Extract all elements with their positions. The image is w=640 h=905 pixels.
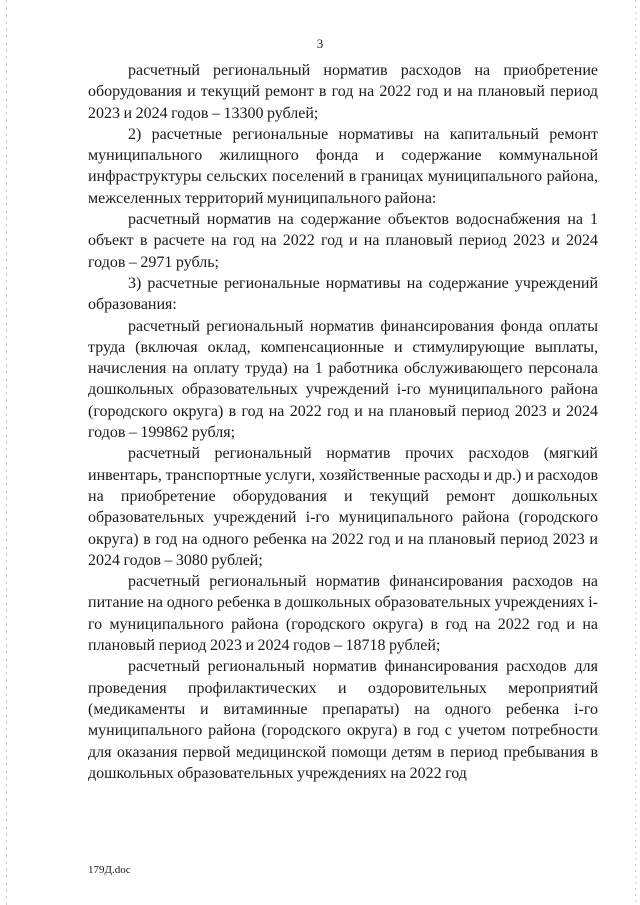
paragraph: расчетный региональный норматив финансирования расходов на питание на одного ребенка в дошкольных образовательных учреждениях i-го муниципального района (городского округа) в год на 2022 год и на плановый период 2023 и 2024 годов – 18718 рублей; bbox=[88, 573, 598, 655]
paragraph: расчетный региональный норматив финансирования фонда оплаты труда (включая оклад, компенсационные и стимулирующие выплаты, начисления на оплату труда) на 1 работника обслуживающего персонала дошкольных образовательных учреждений i-го муниципального района (городского округа) в год на 2022 год и на плановый период 2023 и 2024 годов – 199862 рубля; bbox=[88, 317, 598, 442]
paragraph: расчетный региональный норматив прочих расходов (мягкий инвентарь, транспортные услуги, хозяйственные расходы и др.) и расходов на приобретение оборудования и текущий ремонт дошкольных образовательных учреждений i-го муниципального района (городского округа) в год на одного ребенка на 2022 год и на плановый период 2023 и 2024 годов – 3080 рублей; bbox=[88, 445, 598, 569]
page-number: 3 bbox=[316, 36, 324, 51]
paragraph: расчетный региональный норматив финансирования расходов для проведения профилактических и оздоровительных мероприятий (медикаменты и витаминные препараты) на одного ребенка i-го муниципального района (городского округа) в год с учетом потребности для оказания первой медицинской помощи детям в период пребывания в дошкольных образовательных учреждениях на 2022 год bbox=[88, 658, 598, 782]
document-body bbox=[88, 60, 598, 784]
paragraph: 2) расчетные региональные нормативы на капитальный ремонт муниципального жилищного фонда и содержание коммунальной инфраструктуры сельских поселений в границах муниципального района, межселенных территорий муниципального района: bbox=[88, 125, 598, 207]
paragraph: 3) расчетные региональные нормативы на содержание учреждений образования: bbox=[88, 274, 598, 314]
footer-filename: 179Д.doc bbox=[88, 864, 131, 876]
scan-edge-left bbox=[6, 0, 7, 905]
paragraph: расчетный норматив на содержание объектов водоснабжения на 1 объект в расчете на год на 2022 год и на плановый период 2023 и 2024 годов – 2971 рубль; bbox=[88, 211, 598, 271]
scan-edge-right bbox=[635, 0, 636, 905]
paragraph: расчетный региональный норматив расходов на приобретение оборудования и текущий ремонт в год на 2022 год и на плановый период 2023 и 2024 годов – 13300 рублей; bbox=[88, 62, 598, 122]
